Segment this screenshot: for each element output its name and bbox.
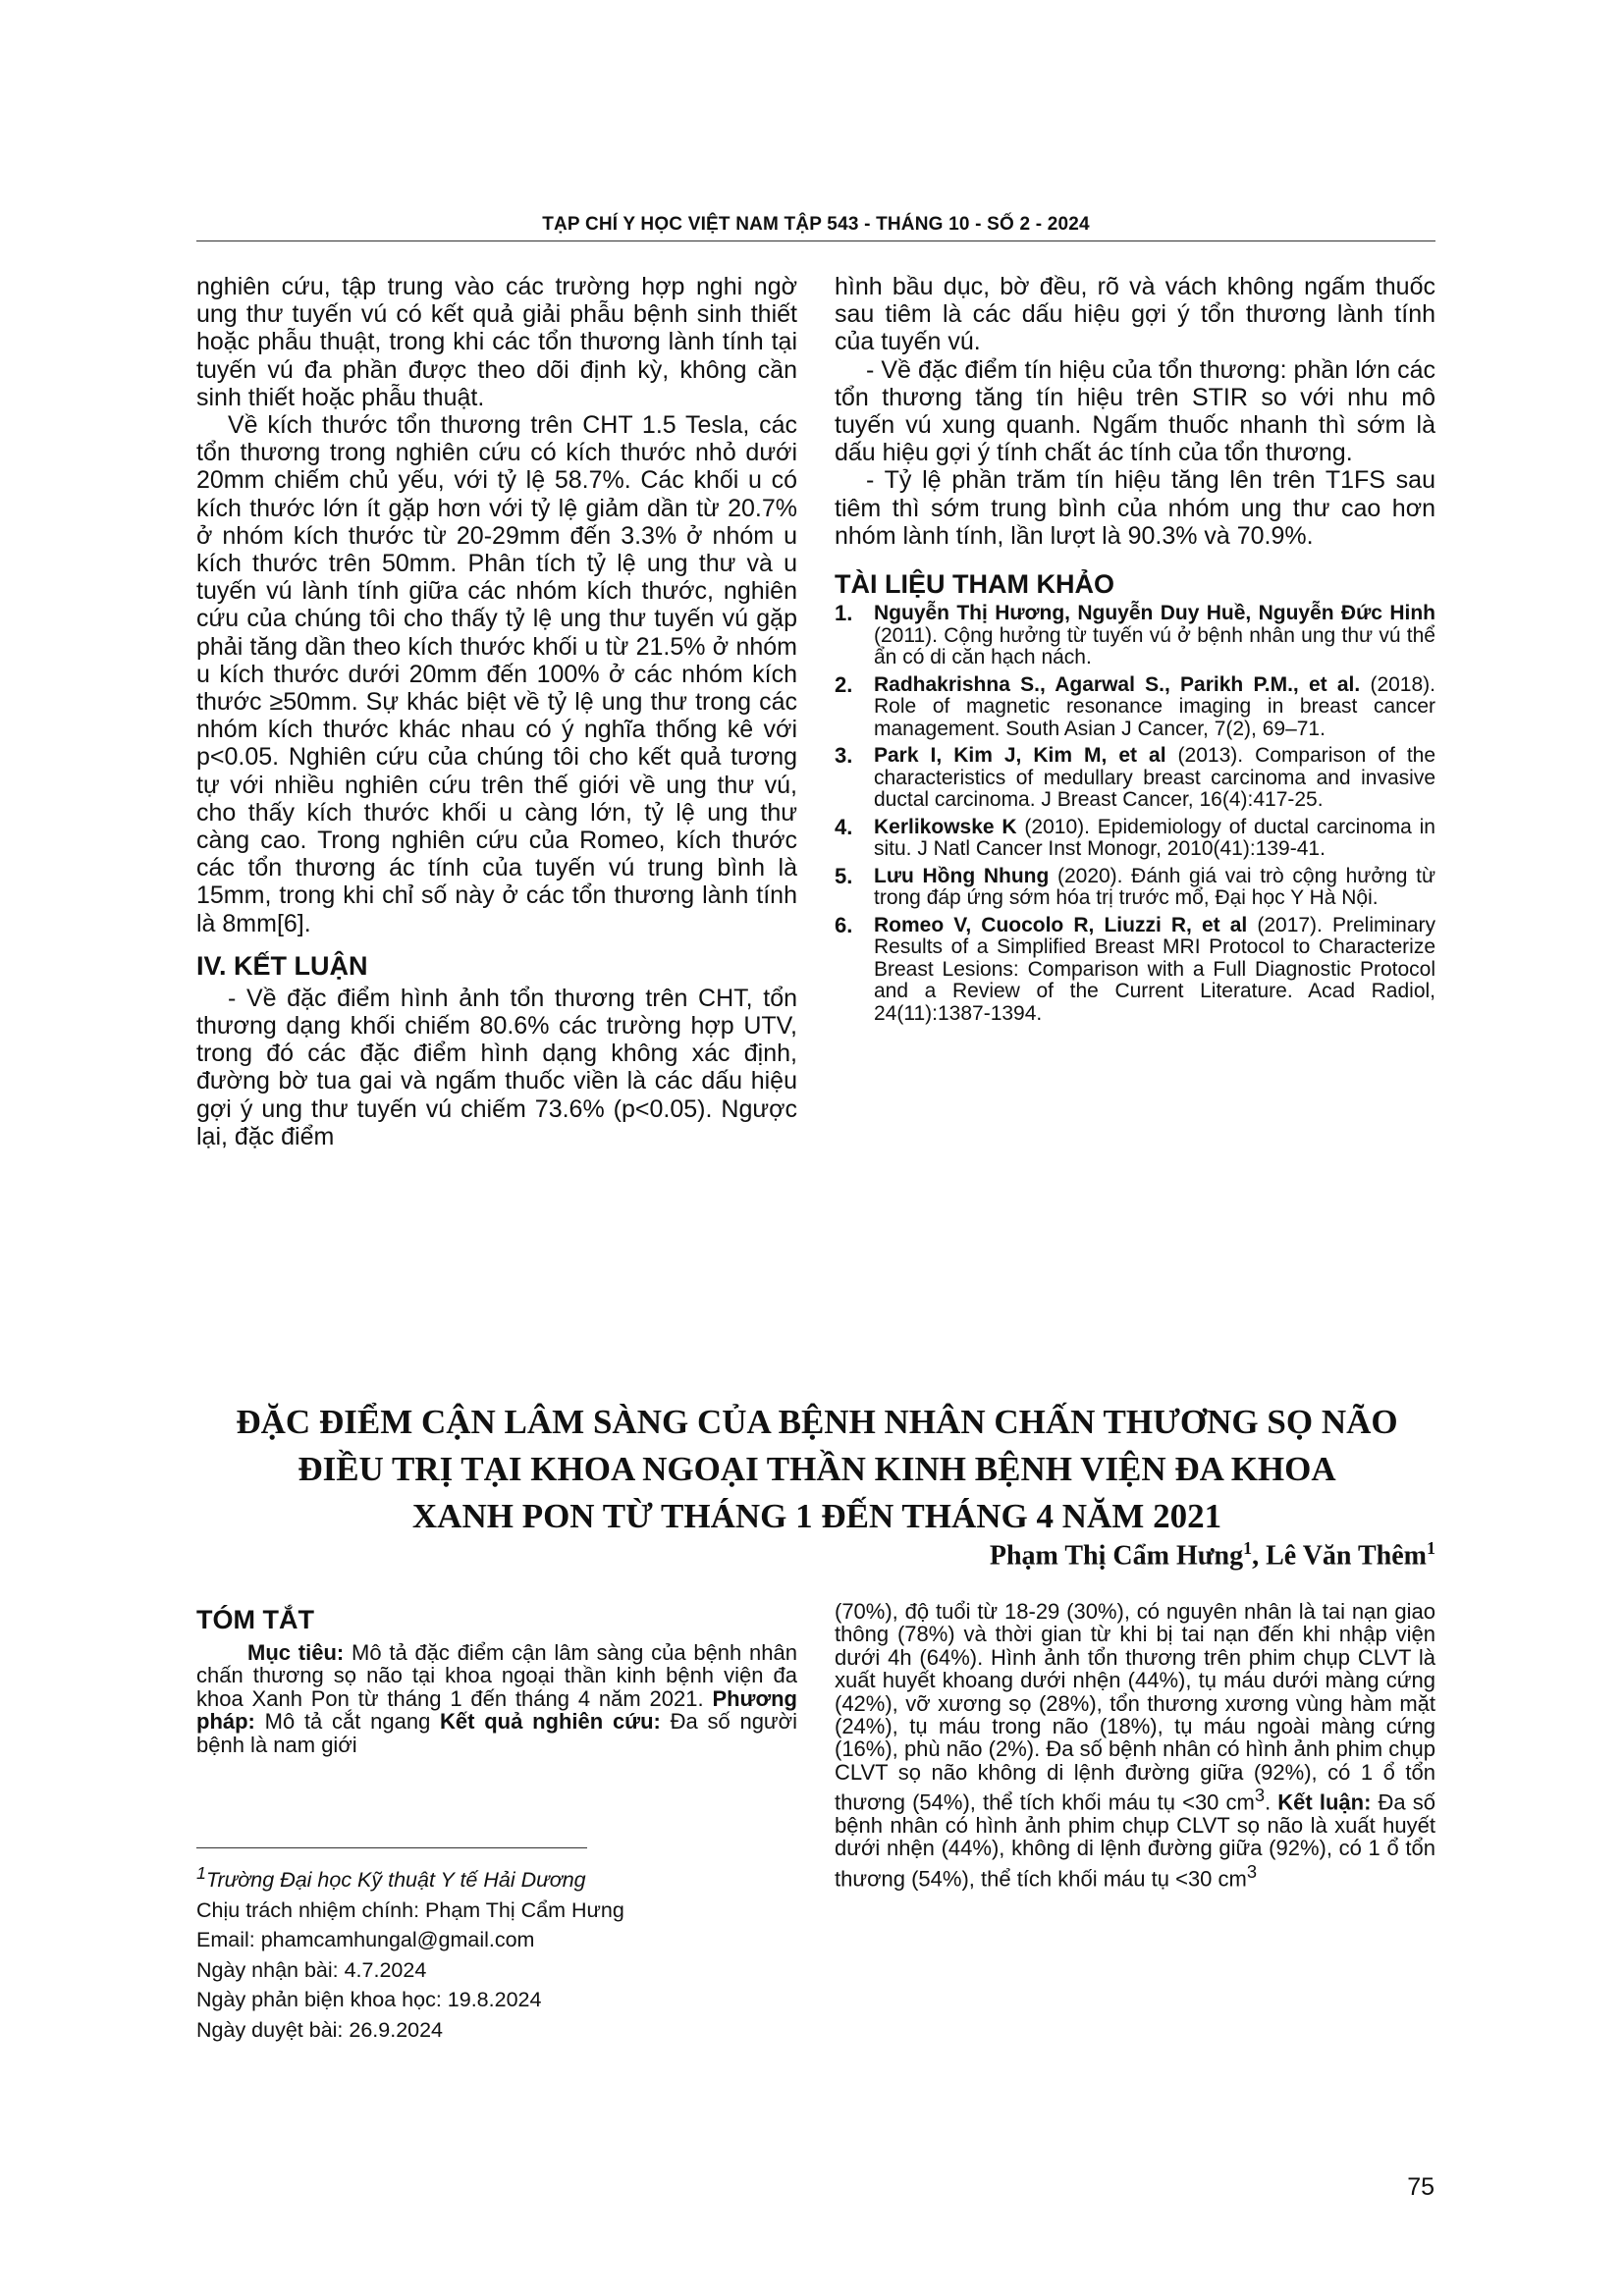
left-column [196, 273, 797, 1150]
reference-item: 4. Kerlikowske K (2010). Epidemiology of ductal carcinoma in situ. J Natl Cancer Inst Monogr, 2010(41):139-41. [835, 814, 1435, 861]
header-rule [196, 240, 1435, 241]
right-column [835, 273, 1435, 1030]
journal-header: TẠP CHÍ Y HỌC VIỆT NAM TẬP 543 - THÁNG 10 - SỐ 2 - 2024 [542, 214, 1090, 235]
author-name: Lê Văn Thêm [1266, 1540, 1427, 1572]
received-date: Ngày nhận bài: 4.7.2024 [196, 1957, 427, 1982]
author-name: Phạm Thị Cẩm Hưng [989, 1540, 1244, 1572]
abstract-paragraph: Mục tiêu: Mô tả đặc điểm cận lâm sàng của bệnh nhân chấn thương sọ não tại khoa ngoại thần kinh bệnh viện đa khoa Xanh Pon từ tháng 1 đến tháng 4 năm 2021. Phương pháp: Mô tả cắt ngang Kết quả nghiên cứu: Đa số người bệnh là nam giới [196, 1640, 797, 1757]
affiliation: $^1$Trường Đại học Kỹ thuật Y tế Hải Dương [196, 1863, 586, 1893]
body-paragraph: Về kích thước tổn thương trên CHT 1.5 Tesla, các tổn thương trong nghiên cứu có kích thước nhỏ dưới 20mm chiếm chủ yếu, với tỷ lệ 58.7%. Các khối u có kích thước lớn ít gặp hơn với tỷ lệ giảm dần từ 20.7% ở nhóm kích thước từ 20-29mm đến 3.3% ở nhóm u kích thước trên 50mm. Phân tích tỷ lệ ung thư và u tuyến vú lành tính giữa các nhóm kích thước, nghiên cứu của chúng tôi cho thấy tỷ lệ ung thư tuyến vú gặp phải tăng dần theo kích thước khối u từ 21.5% ở nhóm u kích thước dưới 20mm đến 100% ở các nhóm kích thước ≥50mm. Sự khác biệt về tỷ lệ ung thư trong các nhóm kích thước khác nhau có ý nghĩa thống kê với p<0.05. Nghiên cứu của chúng tôi cho kết quả tương tự với nhiều nghiên cứu trên thế giới về ung thư vú, cho thấy kích thước khối u càng lớn, tỷ lệ ung thư càng cao. Trong nghiên cứu của Romeo, kích thước các tổn thương ác tính của tuyến vú trung bình là 15mm, trong khi chỉ số này ở các tổn thương lành tính là 8mm[6]. [196, 411, 797, 937]
body-paragraph: - Về đặc điểm hình ảnh tổn thương trên CHT, tổn thương dạng khối chiếm 80.6% các trường hợp UTV, trong đó các đặc điểm hình dạng không xác định, đường bờ tua gai và ngấm thuốc viền là các dấu hiệu gợi ý ung thư tuyến vú chiếm 73.6% (p<0.05). Ngược lại, đặc điểm [196, 984, 797, 1150]
reference-list [835, 603, 1435, 1025]
body-paragraph: - Tỷ lệ phần trăm tín hiệu tăng lên trên T1FS sau tiêm thì sớm trung bình của nhóm ung thư cao hơn nhóm lành tính, lần lượt là 90.3% và 70.9%. [835, 466, 1435, 550]
page-number: 75 [1407, 2173, 1435, 2201]
title-line: XANH PON TỪ THÁNG 1 ĐẾN THÁNG 4 NĂM 2021 [411, 1497, 1222, 1535]
conclusion-heading: IV. KẾT LUẬN [196, 950, 368, 981]
corresponding-author: Chịu trách nhiệm chính: Phạm Thị Cẩm Hưng [196, 1897, 624, 1922]
footnote-rule [196, 1847, 587, 1848]
reference-item: 1. Nguyễn Thị Hương, Nguyễn Duy Huề, Nguyễn Đức Hinh (2011). Cộng hưởng từ tuyến vú ở bệnh nhân ung thư vú thể ẩn có di căn hạch nách. [835, 601, 1435, 669]
abstract-heading: TÓM TẮT [196, 1605, 314, 1634]
reviewed-date: Ngày phản biện khoa học: 19.8.2024 [196, 1988, 542, 2012]
body-paragraph: - Về đặc điểm tín hiệu của tổn thương: phần lớn các tổn thương tăng tín hiệu trên STIR so với nhu mô tuyến vú xung quanh. Ngấm thuốc nhanh thì sớm là dấu hiệu gợi ý tính chất ác tính của tổn thương. [835, 355, 1435, 467]
footnotes [196, 1858, 624, 2045]
abstract-paragraph: (70%), độ tuổi từ 18-29 (30%), có nguyên nhân là tai nạn giao thông (78%) và thời gian từ khi bị tai nạn đến khi nhập viện dưới 4h (64%). Hình ảnh tổn thương trên phim chụp CLVT là xuất huyết khoang dưới nhện (44%), tụ máu dưới màng cứng (42%), vỡ xương sọ (28%), tổn thương xương vùng hàm mặt (24%), tụ máu trong não (18%), tụ máu ngoài màng cứng (16%), phù não (2%). Đa số bệnh nhân có hình ảnh phim chụp CLVT sọ não không di lệnh đường giữa (92%), có 1 ổ tổn thương (54%), thể tích khối máu tụ <30 $cm^3$. Kết luận: Đa số bệnh nhân có hình ảnh phim chụp CLVT sọ não là xuất huyết dưới nhện (44%), không di lệnh đường giữa (92%), có 1 ổ tổn thương (54%), thể tích khối máu tụ <30 $cm^3$ [835, 1599, 1436, 1892]
abstract-right [835, 1600, 1435, 1891]
author-line: Phạm Thị Cẩm Hưng$^1$, Lê Văn Thêm$^1$ [989, 1538, 1435, 1572]
body-paragraph: hình bầu dục, bờ đều, rõ và vách không ngấm thuốc sau tiêm là các dấu hiệu gợi ý tổn thương lành tính của tuyến vú. [835, 273, 1435, 356]
body-paragraph: nghiên cứu, tập trung vào các trường hợp nghi ngờ ung thư tuyến vú có kết quả giải phẫu bệnh sinh thiết hoặc phẫu thuật, trong khi các tổn thương lành tính tại tuyến vú đa phần được theo dõi định kỳ, không cần sinh thiết hoặc phẫu thuật. [196, 273, 797, 411]
reference-item: 5. Lưu Hồng Nhung (2020). Đánh giá vai trò cộng hưởng từ trong đáp ứng sớm hóa trị trước mổ, Đại học Y Hà Nội. [835, 863, 1436, 910]
title-line: ĐIỀU TRỊ TẠI KHOA NGOẠI THẦN KINH BỆNH VIỆN ĐA KHOA [298, 1450, 1336, 1488]
accepted-date: Ngày duyệt bài: 26.9.2024 [196, 2017, 444, 2042]
email: Email: phamcamhungal@gmail.com [196, 1928, 535, 1952]
reference-item: 3. Park I, Kim J, Kim M, et al (2013). Comparison of the characteristics of medullary breast carcinoma and invasive ductal carcinoma. J Breast Cancer, 16(4):417-25. [835, 743, 1436, 812]
article-title [167, 1399, 1467, 1540]
title-line: ĐẶC ĐIỂM CẬN LÂM SÀNG CỦA BỆNH NHÂN CHẤN THƯƠNG SỌ NÃO [236, 1403, 1398, 1441]
reference-item: 6. Romeo V, Cuocolo R, Liuzzi R, et al (2017). Preliminary Results of a Simplified Breast MRI Protocol to Characterize Breast Lesions: Comparison with a Full Diagnostic Protocol and a Review of the Current Literature. Acad Radiol, 24(11):1387-1394. [835, 912, 1435, 1025]
abstract-left [196, 1605, 797, 1756]
references-heading: TÀI LIỆU THAM KHẢO [835, 569, 1114, 600]
reference-item: 2. Radhakrishna S., Agarwal S., Parikh P.M., et al. (2018). Role of magnetic resonance imaging in breast cancer management. South Asian J Cancer, 7(2), 69–71. [835, 671, 1435, 740]
